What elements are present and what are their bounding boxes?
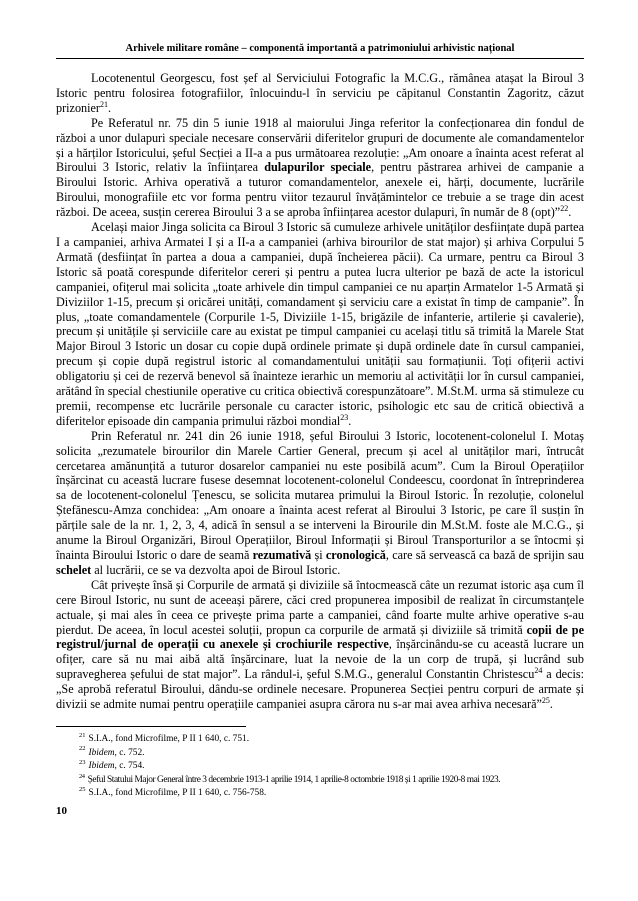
page-number: 10 [56,804,67,817]
paragraph: Pe Referatul nr. 75 din 5 iunie 1918 al maiorului Jinga referitor la confecționarea din fondul de război a unor dulapuri speciale necesare conservării diferitelor grupuri de documente ale comandamentelor și a hărților Istoricului, șeful Secției a II-a a pus următoarea rezoluție: „Am onoare a înainta acest referat al Biroului 3 Istoric, relativ la înființarea dulapurilor speciale, pentru păstrarea arhivei de campanie a Biroului Istoric. Arhiva operativă a tuturor comandamentelor, anexele ei, hărți, documente, lucrările Biroului, monografiile etc vor forma pentru viitor tezaurul învățămintelor ce trebuie a se trage din acest război. De aceea, susțin cererea Biroului 3 a se aproba înființarea acestor dulapuri, în număr de 8 (opt)”$^{22}$. [56,115,584,220]
bold-text: dulapurilor speciale [264,160,372,175]
paragraph: Prin Referatul nr. 241 din 26 iunie 1918, șeful Biroului 3 Istoric, locotenent-colonelul I. Motaș solicita „rezumatele birourilor din Marele Cartier General, precum și acel al unităților mari, întrucât cercetarea amănunțită a tuturor dosarelor campaniei nu este posibilă acum”. Cum la Biroul Operațiilor înșărcinat cu această lucrare fusese desemnat locotenent-colonelul Condeescu, coordonat în întreprinderea sa de locotenent-colonelul Țenescu, se solicita mutarea primului la Biroul Istoric. În rezoluție, colonelul Ștefănescu-Amza conchidea: „Am onoare a înainta acest referat al Biroului 3 Istoric, pe care îl susțin în părțile sale de la nr. 1, 2, 3, 4, adică în sensul a se interveni la Birourile din M.St.M. foste ale M.C.G., și anume la Biroul Organizări, Biroul Operațiilor, Biroul Informații și Biroul Transporturilor a se întocmi și înainta Biroului Istoric o dare de seamă rezumativă și cronologică, care să servească ca bază de sprijin sau schelet al lucrării, ce se va dezvolta apoi de Biroul Istoric. [56,428,584,577]
footnote: $^{24}$ Șeful Statului Major General între 3 decembrie 1913-1 aprilie 1914, 1 aprilie-8 octombrie 1918 și 1 aprilie 1920-8 mai 1923. [79,772,501,785]
bold-text: copii de pe registrul/jurnal de operații cu anexele și crochiurile respective [56,622,584,652]
footnotes [56,733,584,801]
footnote-ref: 25 [79,786,86,794]
footnote-ref: 22 [79,745,86,753]
paragraph: Același maior Jinga solicita ca Biroul 3 Istoric să cumuleze arhivele unităților desființate după partea I a campaniei, arhiva Armatei I și a II-a a campaniei (arhiva birourilor de stat major) și arhiva Corpului 5 Armată (desființat în partea a doua a campaniei, după încheierea păcii). Ca urmare, pentru ca Biroul 3 Istoric să poată corespunde diferitelor cereri și pentru a putea lucra ulterior pe bază de acte la istoricul campaniei, ofițerul mai solicita „toate arhivele din timpul campaniei ce nu aparțin Armatelor 1-5 Armată și Diviziilor 1-15, precum și oricărei unități, comandament și serviciu care a existat în timp de campanie”. În plus, „toate comandamentele (Corpurile 1-5, Diviziile 1-15, brigăzile de infanterie, artilerie și cavalerie), precum și unitățile și serviciile care au existat pe timpul campaniei cu același titlu să trimită la Marele Stat Major Biroul 3 Istoric un dosar cu copie după ordinele primate și după ordinele date în cursul campaniei, precum și copie după registrul istoric al comandamentului unității sau formațiunii. Toți ofițerii activi obligatoriu și cei de rezervă benevol să înainteze ierarhic un memoriu al activității lor în cursul campaniei, arătând în special chestiunile operative cu critica obiectivă corespunzătoare”. M.St.M. urma să stimuleze cu premii, recompense etc lucrările personale cu caracter istoric, psihologic etc sau de critică obiectivă a diferitelor episoade din campania primului război mondial$^{23}$. [56,220,584,428]
paragraph: Cât privește însă și Corpurile de armată și diviziile să întocmească câte un rezumat istoric așa cum îl cere Biroul Istoric, nu sunt de aceeași părere, căci cred propunerea imposibil de realizat în circumstanțele actuale, și mai ales în ceea ce privește prima parte a campaniei, când foarte multe arhive operative s-au pierdut. De aceea, în locul acestei soluții, propun ca corpurile de armată și diviziile să trimită copii de pe registrul/jurnal de operații cu anexele și crochiurile respective, înșărcinându-se cu această lucrare un ofițer, care să nu mai aibă altă înșărcinare, luat la nevoie de la un corp de trupă, și lucrând sub supravegherea șefului de stat major”. La rândul-i, șeful S.M.G., generalul Constantin Christescu$^{24}$ a decis: „Se aprobă referatul Biroului, dându-se ordinele necesare. Propunerea Secției pentru corpuri de armate și divizii se admite numai pentru operațiile campaniei asupra cărora nu s-ar mai avea arhiva necesară”$^{25}$. [56,577,584,712]
footnote-ref: 24 [534,666,543,676]
footnote-ref: 25 [541,696,550,705]
bold-text: cronologică [325,548,386,562]
italic-text: Ibidem [88,747,115,758]
footnote: $^{22}$ Ibidem, c. 752. [79,745,145,758]
bold-text: schelet [56,562,92,577]
footnote-ref: 21 [79,731,86,739]
footnote: $^{21}$ S.I.A., fond Microfilme, P II 1 640, c. 751. [79,731,250,744]
footnote-rule [56,726,246,727]
footnote-ref: 23 [79,759,86,767]
running-header: Arhivele militare române – componentă importantă a patrimoniului arhivistic național [56,42,584,59]
italic-text: Ibidem [88,761,115,772]
paragraph: Locotenentul Georgescu, fost șef al Serviciului Fotografic la M.C.G., rămânea atașat la Biroul 3 Istoric pentru folosirea fotografiilor, înlocuindu-l în serviciu pe căpitanul Constantin Zagoritz, căzut prizonier$^{21}$. [56,71,584,115]
footnote: $^{25}$ S.I.A., fond Microfilme, P II 1 640, c. 756-758. [79,786,267,799]
footnote-ref: 21 [100,99,108,109]
footnote-ref: 24 [79,772,85,780]
footnote: $^{23}$ Ibidem, c. 754. [79,759,145,772]
footnote-ref: 22 [560,204,569,214]
footnote-ref: 23 [340,412,349,422]
bold-text: rezumativă [252,548,312,562]
page [56,42,584,817]
body-text [56,71,584,712]
